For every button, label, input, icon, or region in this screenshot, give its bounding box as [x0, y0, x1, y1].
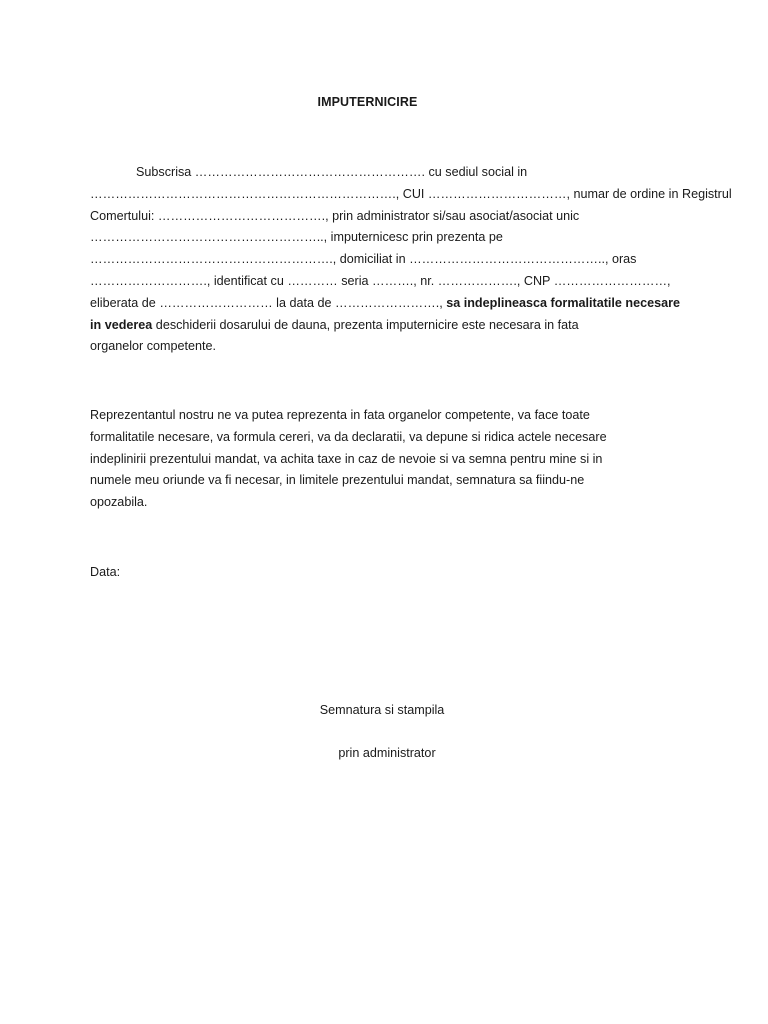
document-title: IMPUTERNICIRE — [317, 95, 418, 109]
paragraph-line: Subscrisa ………………………………………………. cu sediul social in — [136, 165, 528, 179]
paragraph-line: …………………………………………………., domiciliat in ……………………………………….., oras — [90, 252, 637, 267]
paragraph-line: formalitatile necesare, va formula cereri, va da declaratii, va depune si ridica actele necesare — [90, 429, 607, 444]
paragraph-line: Comertului: …………………………………., prin administrator si/sau asociat/asociat unic — [90, 208, 580, 223]
paragraph-line: ………………………………………………………………., CUI ……………………………, numar de ordine in Registrul — [90, 186, 732, 201]
paragraph-line: indeplinirii prezentului mandat, va achita taxe in caz de nevoie si va semna pentru mine si in — [90, 451, 603, 466]
bold-text: sa indeplineasca formalitatile necesare — [446, 295, 681, 310]
date-label: Data: — [90, 565, 121, 579]
paragraph-line: Reprezentantul nostru ne va putea reprezenta in fata organelor competente, va face toate — [90, 408, 590, 422]
paragraph-line — [90, 315, 690, 337]
signature-label: Semnatura si stampila — [319, 703, 445, 717]
paragraph-line: organelor competente. — [90, 339, 217, 354]
paragraph-line: ……………………………………………….., imputernicesc prin prezenta pe — [90, 230, 503, 245]
paragraph-line — [90, 293, 690, 315]
paragraph-line: ………………………., identificat cu ………… seria ………., nr. ………………., CNP ………………………, — [90, 273, 671, 288]
bold-text: in vederea — [90, 317, 153, 332]
paragraph-line: opozabila. — [90, 495, 148, 510]
mandate-paragraph — [90, 405, 690, 514]
declaration-paragraph — [90, 162, 732, 358]
paragraph-text: deschiderii dosarului de dauna, prezenta imputernicire este necesara in fata — [152, 317, 579, 332]
paragraph-text: eliberata de ……………………… la data de ……………………., — [90, 295, 447, 310]
signature-by-label: prin administrator — [338, 746, 436, 760]
paragraph-line: numele meu oriunde va fi necesar, in limitele prezentului mandat, semnatura sa fiindu-ne — [90, 473, 585, 488]
